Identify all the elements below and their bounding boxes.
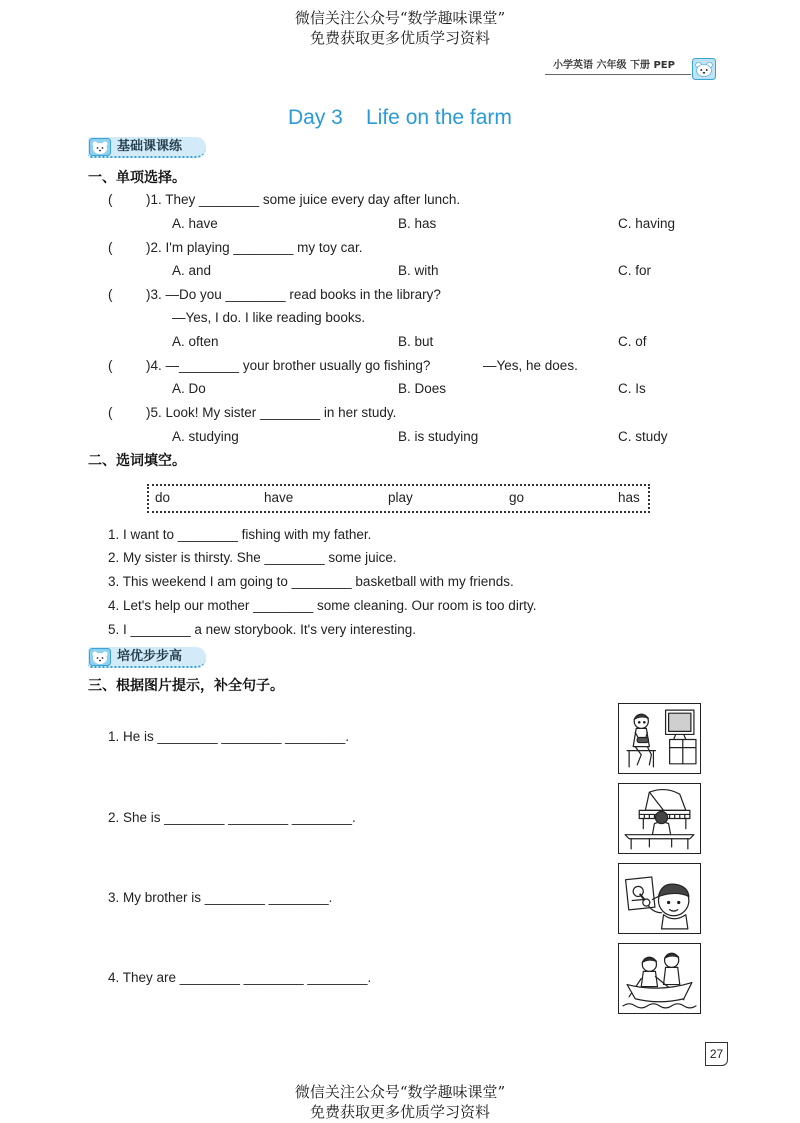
option-c: C. study: [618, 429, 668, 444]
question-stem: )2. I'm playing ________ my toy car.: [146, 240, 363, 255]
illustration-piano: [619, 784, 700, 853]
lesson-title: Life on the farm: [366, 106, 512, 129]
picture-sentence: 1. He is ________ ________ ________.: [108, 729, 349, 744]
answer-bracket: (: [108, 358, 113, 373]
bear-icon: [692, 58, 716, 80]
picture-boating: [618, 943, 701, 1014]
answer-bracket: (: [108, 192, 113, 207]
header-rule: [545, 74, 691, 75]
word-bank-item: go: [509, 490, 525, 505]
page-number: 27: [705, 1042, 728, 1066]
watermark-top-line2: 免费获取更多优质学习资料: [309, 29, 490, 47]
bear-icon: [89, 138, 111, 156]
answer-bracket: (: [108, 240, 113, 255]
fill-in-item: 4. Let's help our mother ________ some cleaning. Our room is too dirty.: [108, 598, 537, 613]
watermark-top-line1: 微信关注公众号“数学趣味课堂”: [294, 9, 506, 27]
option-a: A. have: [172, 216, 218, 231]
fill-in-item: 1. I want to ________ fishing with my father.: [108, 527, 372, 542]
watermark-bottom-line1: 微信关注公众号“数学趣味课堂”: [294, 1083, 506, 1101]
illustration-video-game: [619, 704, 700, 773]
answer-bracket: (: [108, 405, 113, 420]
option-c: C. Is: [618, 381, 646, 396]
option-b: B. Does: [398, 381, 447, 396]
option-a: A. and: [172, 263, 212, 278]
fill-in-item: 2. My sister is thirsty. She ________ some juice.: [108, 550, 397, 565]
question-stem: )1. They ________ some juice every day after lunch.: [146, 192, 461, 207]
option-b: B. with: [398, 263, 439, 278]
watermark-bottom-line2: 免费获取更多优质学习资料: [309, 1103, 490, 1121]
question-stem: )3. —Do you ________ read books in the library?: [146, 287, 441, 302]
section-badge-label: 培优步步高: [117, 648, 183, 664]
fill-in-item: 3. This weekend I am going to ________ basketball with my friends.: [108, 574, 514, 589]
section-badge-advanced: [88, 647, 206, 668]
option-c: C. for: [618, 263, 652, 278]
question-reply: —Yes, he does.: [483, 358, 578, 373]
lesson-day: Day 3: [288, 106, 343, 129]
fill-in-item: 5. I ________ a new storybook. It's very interesting.: [108, 622, 417, 637]
word-bank-item: has: [618, 490, 640, 505]
option-a: A. Do: [172, 381, 206, 396]
option-a: A. studying: [172, 429, 239, 444]
section-badge-basic: [88, 137, 206, 158]
book-series-label: 小学英语 六年级 下册 PEP: [553, 60, 675, 71]
picture-piano: [618, 783, 701, 854]
question-stem: )5. Look! My sister ________ in her study.: [146, 405, 397, 420]
option-b: B. but: [398, 334, 434, 349]
option-b: B. has: [398, 216, 437, 231]
question-reply: —Yes, I do. I like reading books.: [172, 310, 366, 325]
word-bank-item: play: [388, 490, 413, 505]
word-bank: [147, 484, 650, 513]
option-c: C. having: [618, 216, 676, 231]
picture-sentence: 2. She is ________ ________ ________.: [108, 810, 356, 825]
option-a: A. often: [172, 334, 219, 349]
illustration-boating: [619, 944, 700, 1013]
picture-video-game: [618, 703, 701, 774]
answer-bracket: (: [108, 287, 113, 302]
word-bank-item: do: [155, 490, 171, 505]
illustration-drawing: [619, 864, 700, 933]
section-heading: 二、选词填空。: [88, 453, 186, 469]
question-stem: )4. —________ your brother usually go fishing?: [146, 358, 431, 373]
picture-sentence: 4. They are ________ ________ ________.: [108, 970, 372, 985]
section-heading: 一、单项选择。: [88, 170, 186, 186]
section-badge-label: 基础课课练: [117, 138, 183, 154]
picture-drawing: [618, 863, 701, 934]
word-bank-item: have: [264, 490, 294, 505]
section-heading: 三、根据图片提示，补全句子。: [88, 678, 284, 694]
bear-icon: [89, 648, 111, 666]
picture-sentence: 3. My brother is ________ ________.: [108, 890, 333, 905]
option-c: C. of: [618, 334, 647, 349]
option-b: B. is studying: [398, 429, 479, 444]
